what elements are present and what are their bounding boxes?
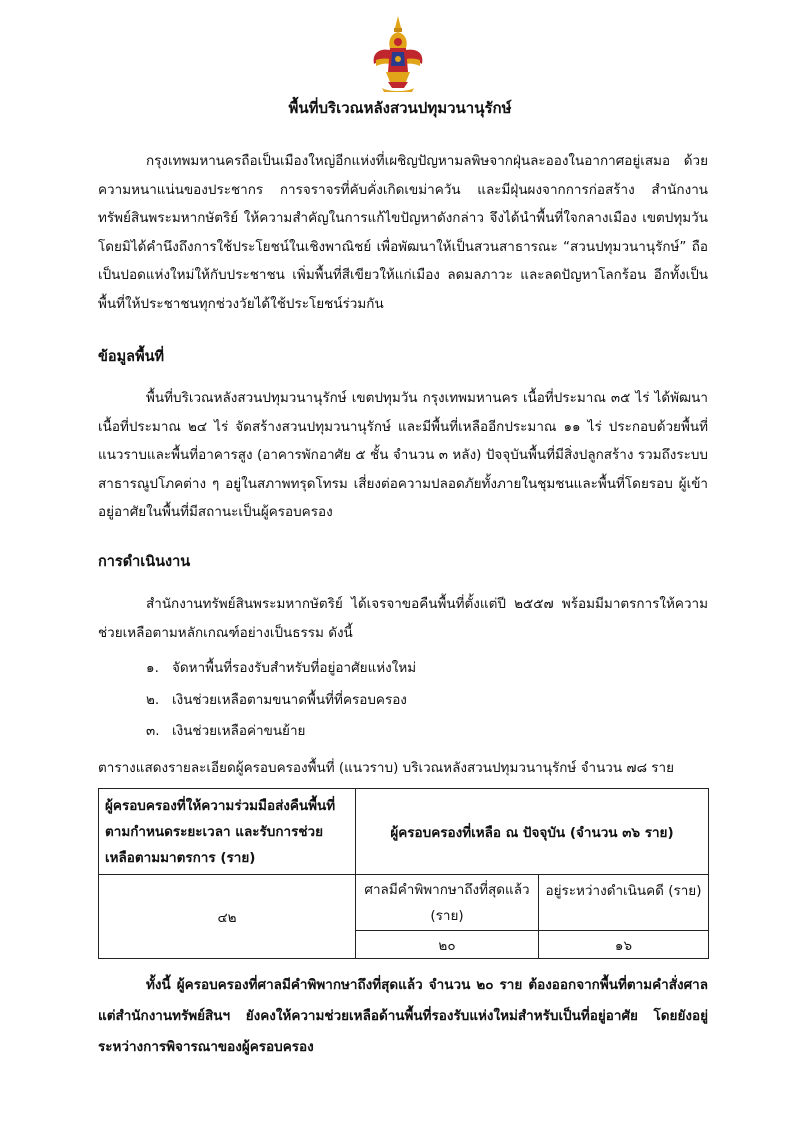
table-row	[99, 875, 709, 931]
table-subheader-final-judgment: ศาลมีคำพิพากษาถึงที่สุดแล้ว (ราย)	[356, 875, 539, 931]
list-item	[146, 656, 416, 678]
table-cell-pending-case-count: ๑๖	[539, 931, 709, 959]
list-item-text: เงินช่วยเหลือตามขนาดพื้นที่ที่ครอบครอง	[172, 692, 407, 708]
list-item-text: เงินช่วยเหลือค่าขนย้าย	[172, 723, 306, 739]
table-header-remaining: ผู้ครอบครองที่เหลือ ณ ปัจจุบัน (จำนวน ๓๖ ราย)	[356, 789, 709, 875]
table-subheader-pending-case: อยู่ระหว่างดำเนินคดี (ราย)	[539, 875, 709, 931]
table-cell-final-judgment-count: ๒๐	[356, 931, 539, 959]
table-cell-cooperating-count: ๔๒	[99, 875, 356, 959]
list-item	[146, 719, 305, 741]
operations-text: สำนักงานทรัพย์สินพระมหากษัตริย์ ได้เจรจาขอคืนพื้นที่ตั้งแต่ปี ๒๕๕๗ พร้อมมีมาตรการให้ความช่วยเหลือตามหลักเกณฑ์อย่างเป็นธรรม ดังนี้	[98, 596, 708, 641]
occupants-table	[98, 788, 709, 959]
area-info-paragraph	[98, 384, 708, 527]
intro-text: กรุงเทพมหานครถือเป็นเมืองใหญ่อีกแห่งที่เผชิญปัญหามลพิษจากฝุ่นละอองในอากาศอยู่เสมอ ด้วยความหนาแน่นของประชากร การจราจรที่คับคั่งเกิดเขม่าควัน และมีฝุ่นผงจากการก่อสร้าง สำนักงานทรัพย์สินพระมหากษัตริย์ ให้ความสำคัญในการแก้ไขปัญหาดังกล่าว จึงได้นำพื้นที่ใจกลางเมือง เขตปทุมวัน โดยมิได้คำนึงถึงการใช้ประโยชน์ในเชิงพาณิชย์ เพื่อพัฒนาให้เป็นสวนสาธารณะ “สวนปทุมวนานุรักษ์” ถือเป็นปอดแห่งใหม่ให้กับประชาชน เพิ่มพื้นที่สีเขียวให้แก่เมือง ลดมลภาวะ และลดปัญหาโลกร้อน อีกทั้งเป็นพื้นที่ให้ประชาชนทุกช่วงวัยได้ใช้ประโยชน์ร่วมกัน	[98, 153, 708, 312]
page-title: พื้นที่บริเวณหลังสวนปทุมวนานุรักษ์	[288, 99, 512, 117]
royal-emblem-icon	[368, 14, 428, 94]
list-item-number: ๓.	[146, 723, 160, 739]
table-header-row	[99, 789, 709, 875]
closing-text: ทั้งนี้ ผู้ครอบครองที่ศาลมีคำพิพากษาถึงที่สุดแล้ว จำนวน ๒๐ ราย ต้องออกจากพื้นที่ตามคำสั่งศาล แต่สำนักงานทรัพย์สินฯ ยังคงให้ความช่วยเหลือด้านพื้นที่รองรับแห่งใหม่สำหรับเป็นที่อยู่อาศัย โดยยังอยู่ระหว่างการพิจารณาของผู้ครอบครอง	[98, 977, 708, 1055]
list-item-text: จัดหาพื้นที่รองรับสำหรับที่อยู่อาศัยแห่งใหม่	[172, 660, 417, 676]
section-heading-operations: การดำเนินงาน	[98, 554, 191, 570]
operations-paragraph	[98, 590, 708, 647]
section-heading-area-info: ข้อมูลพื้นที่	[98, 349, 165, 365]
intro-paragraph	[98, 147, 708, 318]
closing-paragraph	[98, 970, 708, 1063]
area-info-text: พื้นที่บริเวณหลังสวนปทุมวนานุรักษ์ เขตปทุมวัน กรุงเทพมหานคร เนื้อที่ประมาณ ๓๕ ไร่ ได้พัฒนาเนื้อที่ประมาณ ๒๔ ไร่ จัดสร้างสวนปทุมวนานุรักษ์ และมีพื้นที่เหลืออีกประมาณ ๑๑ ไร่ ประกอบด้วยพื้นที่แนวราบและพื้นที่อาคารสูง (อาคารพักอาศัย ๕ ชั้น จำนวน ๓ หลัง) ปัจจุบันพื้นที่มีสิ่งปลูกสร้าง รวมถึงระบบสาธารณูปโภคต่าง ๆ อยู่ในสภาพทรุดโทรม เสี่ยงต่อความปลอดภัยทั้งภายในชุมชนและพื้นที่โดยรอบ ผู้เข้าอยู่อาศัยในพื้นที่มีสถานะเป็นผู้ครอบครอง	[98, 390, 708, 520]
table-header-cooperating: ผู้ครอบครองที่ให้ความร่วมมือส่งคืนพื้นที่ตามกำหนดระยะเวลา และรับการช่วยเหลือตามมาตรการ (ราย)	[99, 789, 356, 875]
table-caption: ตารางแสดงรายละเอียดผู้ครอบครองพื้นที่ (แนวราบ) บริเวณหลังสวนปทุมวนานุรักษ์ จำนวน ๗๘ ราย	[98, 760, 675, 776]
list-item-number: ๑.	[146, 660, 159, 676]
list-item	[146, 688, 407, 710]
list-item-number: ๒.	[146, 692, 160, 708]
